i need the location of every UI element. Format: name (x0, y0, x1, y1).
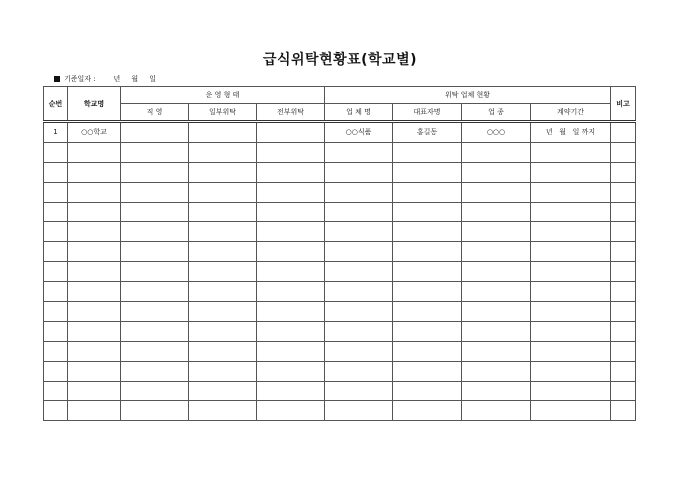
table-row (44, 142, 636, 162)
table-cell (462, 262, 531, 282)
table-cell (121, 381, 189, 401)
table-cell (531, 182, 611, 202)
table-cell (325, 202, 393, 222)
table-cell (121, 262, 189, 282)
table-cell (121, 242, 189, 262)
table-cell (44, 242, 68, 262)
table-cell (68, 202, 121, 222)
table-cell (121, 182, 189, 202)
table-cell (325, 282, 393, 302)
table-cell (257, 282, 325, 302)
table-cell (531, 162, 611, 182)
table-cell (68, 242, 121, 262)
table-cell (257, 242, 325, 262)
table-cell (44, 302, 68, 322)
table-cell (531, 282, 611, 302)
cell-school: ○○학교 (68, 122, 121, 143)
cell-vendor-type: ○○○ (462, 122, 531, 143)
table-cell (393, 162, 462, 182)
table-cell (611, 182, 636, 202)
table-cell (462, 182, 531, 202)
table-cell (257, 321, 325, 341)
table-cell (189, 162, 257, 182)
table-cell (531, 321, 611, 341)
table-cell (68, 262, 121, 282)
table-cell (44, 321, 68, 341)
table-cell (611, 162, 636, 182)
header-op-partial: 일부위탁 (189, 104, 257, 122)
table-cell (611, 262, 636, 282)
table-cell (393, 381, 462, 401)
table-cell (531, 142, 611, 162)
table-cell (121, 222, 189, 242)
table-row (44, 202, 636, 222)
table-cell (189, 262, 257, 282)
table-cell (257, 361, 325, 381)
reference-date-label: 기준일자 : (64, 75, 96, 83)
table-cell (44, 282, 68, 302)
table-cell (325, 321, 393, 341)
header-vendor-rep: 대표자명 (393, 104, 462, 122)
table-cell (189, 222, 257, 242)
reference-day: 일 (149, 75, 157, 83)
page-title: 급식위탁현황표(학교별) (262, 52, 418, 68)
table-row (44, 262, 636, 282)
table-row (44, 302, 636, 322)
table-cell (257, 202, 325, 222)
table-cell (325, 142, 393, 162)
table-cell (121, 341, 189, 361)
table-cell (257, 262, 325, 282)
reference-month: 월 (131, 75, 139, 83)
table-cell (611, 321, 636, 341)
cell-op-full (257, 122, 325, 143)
table-cell (393, 242, 462, 262)
table-cell (393, 222, 462, 242)
table-row (44, 222, 636, 242)
reference-year: 년 (113, 75, 121, 83)
header-vendor-type: 업 종 (462, 104, 531, 122)
cell-op-partial (189, 122, 257, 143)
table-row (44, 242, 636, 262)
table-cell (325, 182, 393, 202)
table-cell (257, 222, 325, 242)
header-vendor-period: 계약기간 (531, 104, 611, 122)
table-cell (257, 182, 325, 202)
table-cell (611, 381, 636, 401)
table-cell (121, 142, 189, 162)
table-cell (44, 202, 68, 222)
table-cell (611, 361, 636, 381)
table-cell (325, 361, 393, 381)
table-cell (68, 182, 121, 202)
table-cell (531, 242, 611, 262)
table-cell (393, 202, 462, 222)
table-cell (325, 162, 393, 182)
cell-vendor-name: ○○식품 (325, 122, 393, 143)
table-cell (121, 282, 189, 302)
table-cell (44, 222, 68, 242)
table-cell (462, 381, 531, 401)
table-cell (189, 321, 257, 341)
table-row (44, 321, 636, 341)
table-cell (462, 162, 531, 182)
table-cell (189, 302, 257, 322)
table-cell (611, 282, 636, 302)
table-cell (44, 162, 68, 182)
table-cell (325, 302, 393, 322)
catering-status-table (43, 86, 636, 421)
table-cell (121, 321, 189, 341)
table-cell (68, 381, 121, 401)
empty-rows (44, 142, 636, 420)
table-cell (325, 222, 393, 242)
table-cell (68, 361, 121, 381)
table-cell (531, 202, 611, 222)
cell-vendor-period: 년 월 일 까지 (531, 122, 611, 143)
table-cell (462, 202, 531, 222)
reference-date (54, 74, 156, 84)
table-cell (189, 341, 257, 361)
table-cell (189, 182, 257, 202)
table-cell (325, 242, 393, 262)
table-cell (611, 142, 636, 162)
header-vendor: 위탁 업체 현황 (325, 87, 611, 104)
table-cell (189, 401, 257, 421)
table-cell (393, 282, 462, 302)
table-cell (121, 302, 189, 322)
table-cell (462, 361, 531, 381)
table-row (44, 162, 636, 182)
table-cell (121, 361, 189, 381)
table-cell (325, 381, 393, 401)
table-row (44, 282, 636, 302)
cell-note (611, 122, 636, 143)
table-cell (531, 341, 611, 361)
table-cell (531, 262, 611, 282)
table-cell (44, 401, 68, 421)
table-row (44, 381, 636, 401)
header-no: 순번 (44, 87, 68, 122)
table-cell (325, 341, 393, 361)
table-cell (611, 302, 636, 322)
table-cell (189, 202, 257, 222)
table-row (44, 401, 636, 421)
table-cell (68, 142, 121, 162)
table-cell (68, 401, 121, 421)
table-cell (189, 282, 257, 302)
table-cell (44, 262, 68, 282)
table-cell (611, 202, 636, 222)
table-row (44, 361, 636, 381)
header-operation: 운 영 형 태 (121, 87, 325, 104)
table-cell (68, 341, 121, 361)
table-row (44, 122, 636, 143)
table-cell (189, 242, 257, 262)
table-cell (531, 381, 611, 401)
table-cell (611, 341, 636, 361)
table-cell (44, 341, 68, 361)
table-cell (462, 142, 531, 162)
table-cell (257, 302, 325, 322)
table-cell (462, 282, 531, 302)
header-vendor-name: 업 체 명 (325, 104, 393, 122)
table-cell (257, 142, 325, 162)
cell-no: 1 (44, 122, 68, 143)
table-cell (531, 222, 611, 242)
table-cell (121, 401, 189, 421)
table-cell (325, 262, 393, 282)
table-cell (393, 262, 462, 282)
header-op-direct: 직 영 (121, 104, 189, 122)
cell-op-direct (121, 122, 189, 143)
table-cell (393, 142, 462, 162)
square-bullet-icon (54, 76, 60, 82)
table-cell (462, 321, 531, 341)
cell-vendor-rep: 홍길동 (393, 122, 462, 143)
table-cell (121, 162, 189, 182)
table-cell (462, 302, 531, 322)
table-cell (189, 142, 257, 162)
table-cell (68, 302, 121, 322)
table-cell (611, 242, 636, 262)
table-cell (393, 182, 462, 202)
table-cell (325, 401, 393, 421)
table-cell (393, 302, 462, 322)
table-cell (68, 321, 121, 341)
table-row (44, 341, 636, 361)
table-row (44, 182, 636, 202)
table-cell (44, 182, 68, 202)
table-cell (393, 341, 462, 361)
table-cell (462, 222, 531, 242)
table-cell (531, 401, 611, 421)
table-cell (257, 381, 325, 401)
table-cell (44, 142, 68, 162)
table-cell (68, 282, 121, 302)
header-school: 학교명 (68, 87, 121, 122)
table-cell (121, 202, 189, 222)
table-cell (611, 401, 636, 421)
table-cell (68, 162, 121, 182)
table-cell (257, 401, 325, 421)
table-cell (531, 302, 611, 322)
table-cell (257, 162, 325, 182)
table-cell (44, 361, 68, 381)
table-cell (462, 401, 531, 421)
table-cell (257, 341, 325, 361)
header-op-full: 전부위탁 (257, 104, 325, 122)
table-cell (189, 361, 257, 381)
table-cell (44, 381, 68, 401)
table-cell (462, 242, 531, 262)
table-cell (462, 341, 531, 361)
table-cell (189, 381, 257, 401)
table-cell (611, 222, 636, 242)
table-cell (531, 361, 611, 381)
table-cell (68, 222, 121, 242)
header-note: 비고 (611, 87, 636, 122)
table-cell (393, 361, 462, 381)
table-cell (393, 401, 462, 421)
table-cell (393, 321, 462, 341)
